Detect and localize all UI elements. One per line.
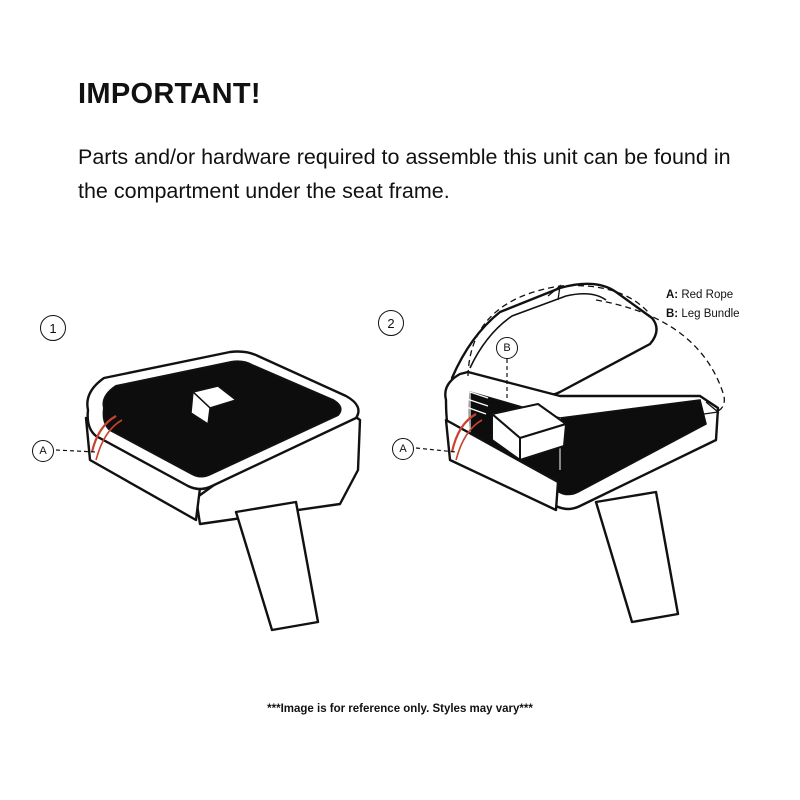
step-2-seat-drawing xyxy=(416,284,724,622)
step-number-1: 1 xyxy=(40,315,66,341)
step-number-2: 2 xyxy=(378,310,404,336)
callout-a-step-1: A xyxy=(32,440,54,462)
callout-b-step-2: B xyxy=(496,337,518,359)
legend-label-b: Leg Bundle xyxy=(681,308,740,320)
step-1-seat-drawing xyxy=(56,352,360,631)
legend xyxy=(666,286,740,324)
legend-row-b xyxy=(666,305,740,324)
instruction-paragraph: Parts and/or hardware required to assemble this unit can be found in the compartment under the seat frame. xyxy=(78,145,731,203)
legend-key-b: B: xyxy=(666,308,679,320)
legend-key-a: A: xyxy=(666,289,679,301)
disclaimer-note: ***Image is for reference only. Styles may vary*** xyxy=(267,703,533,715)
legend-label-a: Red Rope xyxy=(681,289,734,301)
page-title: IMPORTANT! xyxy=(78,78,261,110)
legend-row-a xyxy=(666,286,740,305)
callout-a-step-2: A xyxy=(392,438,414,460)
